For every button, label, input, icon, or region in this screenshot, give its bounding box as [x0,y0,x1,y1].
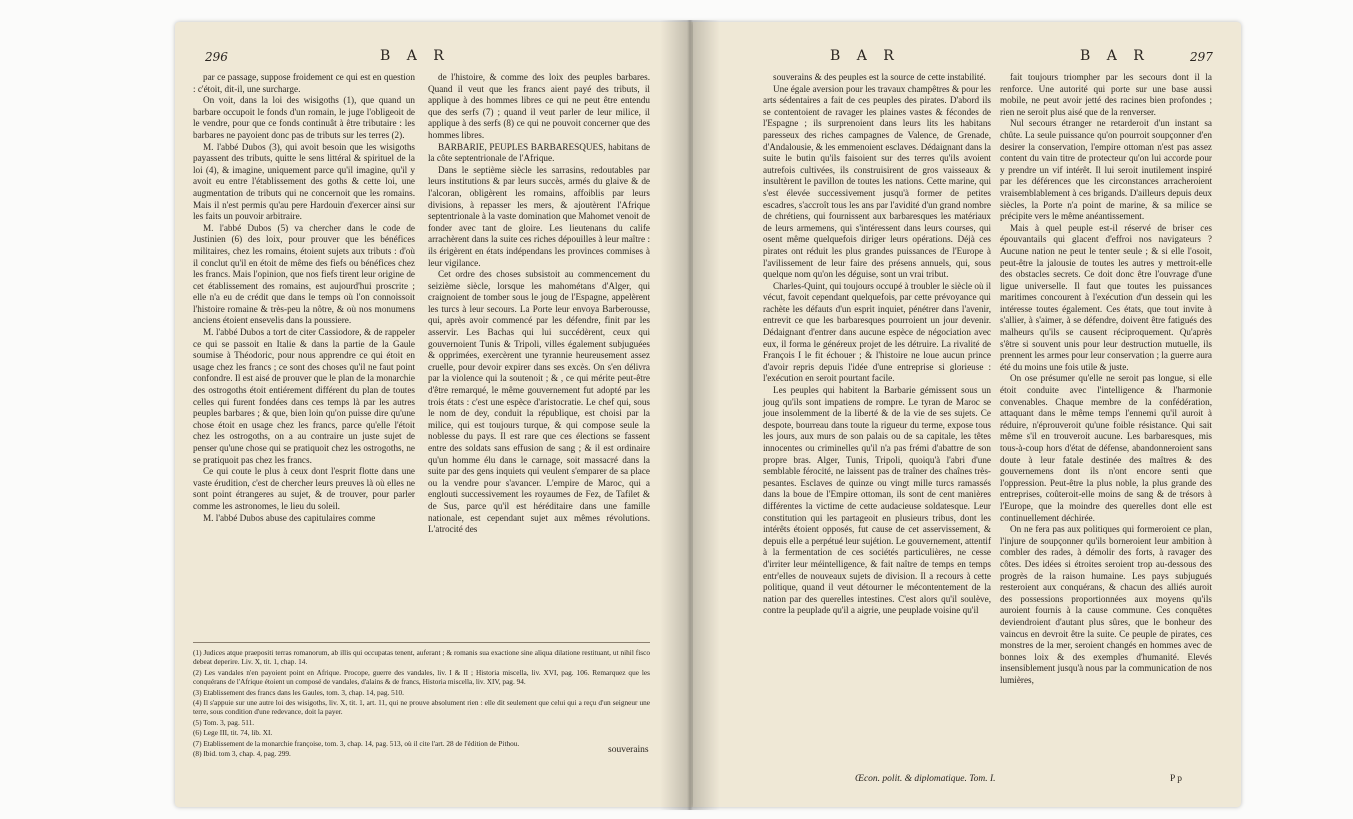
footnote: (7) Etablissement de la monarchie françoise, tom. 3, chap. 14, pag. 513, où il cite l'art. 28 de l'édition de Pithou. [193,738,520,748]
paragraph: Nul secours étranger ne retarderoit d'un instant sa chûte. La seule puissance qu'on pourroit soupçonner d'en desirer la conservation, l'empire ottoman n'est pas assez content du vain titre de protecteur qu'on lui accorde pour y prendre un vif intérêt. Il lui seroit inutilement inspiré par les déférences que les circonstances arracheroient vraisemblablement à ces brigands. D'ailleurs depuis deux siècles, la Porte n'a point de marine, & sa milice se précipite vers le même anéantissement. [1000,118,1212,222]
signature-mark: P p [1170,774,1183,784]
paragraph: M. l'abbé Dubos (3), qui avoit besoin que les wisigoths payassent des tributs, quitte le sens littéral & spirituel de la loi (4), & imagine, uniquement parce qu'il imagine, qu'il y avoit eu entre l'établissement des goths & cette loi, une augmentation de tributs qui ne concernoit que les romains. Mais il n'est permis qu'au pere Hardouin d'exercer ainsi sur les faits un pouvoir arbitraire. [193,141,415,222]
paragraph: Une égale aversion pour les travaux champêtres & pour les arts sédentaires a fait de ces peuples des pirates. D'abord ils se contentoient de ravager les plaines vastes & fécondes de l'Espagne ; ils surprenoient dans leurs lits les habitans paresseux des riches campagnes de Valence, de Grenade, d'Andalousie, & les emmenoient esclaves. Dédaignant dans la suite le butin qu'ils faisoient sur des terres qu'ils avoient autrefois cultivées, ils construisirent de gros vaisseaux & insultèrent le pavillon de toutes les nations. Cette marine, qui s'est élevée successivement jusqu'à former de petites escadres, s'accroît tous les ans par l'avidité d'un grand nombre de chrétiens, qui fournissent aux barbaresques les matériaux de leurs armemens, qui s'intéressent dans leurs courses, qui osent même quelquefois diriger leurs opérations. Déjà ces pirates ont réduit les plus grandes puissances de l'Europe à l'avilissement de leur faire des présens annuels, qui, sous quelque nom qu'on les déguise, sont un vrai tribut. [763,83,991,280]
footnote: (2) Les vandales n'en payoient point en Afrique. Procope, guerre des vandales, liv. I & II ; Historia miscella, liv. XVI, pag. 106. Remarquez que les conquérans de l'Afrique étoient un composé de vandales, d'alains & de francs, Historia miscella, liv. XIV, pag. 94. [193,667,650,687]
paragraph: M. l'abbé Dubos (5) va chercher dans le code de Justinien (6) des loix, pour prouver que les bénéfices militaires, chez les romains, étoient sujets aux tributs : d'où il conclut qu'il en étoit de même des fiefs ou bénéfices chez les francs. Mais l'opinion, que nos fiefs tirent leur origine de cet établissement des romains, est aujourd'hui proscrite ; elle n'a eu de crédit que dans le temps où l'on connoissoit l'histoire romaine & très-peu la nôtre, & où nos monumens anciens étoient ensevelis dans la poussiere. [193,222,415,326]
paragraph: On voit, dans la loi des wisigoths (1), que quand un barbare occupoit le fonds d'un romain, le juge l'obligeoit de le vendre, pour que ce fonds continuât à être tributaire : les barbares ne payoient donc pas de tributs sur les terres (2). [193,95,415,140]
paragraph: Les peuples qui habitent la Barbarie gémissent sous un joug qu'ils sont impatiens de rompre. Le tyran de Maroc se joue insolemment de la liberté & de la vie de ses sujets. Ce despote, bourreau dans toute la rigueur du terme, expose tous les jours, aux murs de son palais ou de sa capitale, les têtes innocentes ou criminelles qu'il n'a pas frémi d'abattre de son propre bras. Alger, Tunis, Tripoli, quoiqu'à l'abri d'une semblable férocité, ne laissent pas de traîner des chaînes très-pesantes. Esclaves de quinze ou vingt mille turcs ramassés dans la boue de l'Empire ottoman, ils sont de cent manières différentes la victime de cette audacieuse soldatesque. Leur constitution qui les partageoit en plusieurs tribus, dont les intérêts étoient opposés, fut cause de cet asservissement, & depuis elle a perpétué leur sujétion. Le gouvernement, attentif à la fermentation de ces sociétés particulières, ne cesse d'irriter leur méintelligence, & fait naître de temps en temps entr'elles de nouveaux sujets de division. Il a recours à cette politique, quand il veut détourner le mécontentement de la nation par des querelles intestines. C'est alors qu'il soulève, contre la peuplade qu'il a aigrie, une peuplade voisine qu'il [763,385,991,616]
footnote-rule [193,642,650,643]
paragraph: BARBARIE, PEUPLES BARBARESQUES, habitans de la côte septentrionale de l'Afrique. [428,141,650,164]
paragraph: M. l'abbé Dubos abuse des capitulaires comme [203,512,376,523]
right-column-1 [763,72,991,617]
paragraph: Charles-Quint, qui toujours occupé à troubler le siècle où il vécut, favoit cependant quelquefois, par cette prévoyance qui rachète les défauts d'un esprit inquiet, pénétrer dans l'avenir, entrevit ce que les barbaresques pourroient un jour devenir. Dédaignant d'entrer dans aucune espèce de négociation avec eux, il forma le généreux projet de les détruire. La rivalité de François I le fit échouer ; & l'histoire ne loue aucun prince d'avoir repris depuis l'idée d'une entreprise si glorieuse : l'exécution en seroit pourtant facile. [763,280,991,384]
footnote: (1) Judices atque praepositi terras romanorum, ab illis qui occupatas tenent, auferant ; & romanis sua exactione sine aliqua dilatione restituant, ut nihil fisco debeat deperire. Liv. X, tit. 1, chap. 14. [193,648,650,667]
paragraph: souverains & des peuples est la source de cette instabilité. [773,72,986,82]
paragraph: Mais à quel peuple est-il réservé de briser ces épouvantails qui glacent d'effroi nos navigateurs ? Aucune nation ne peut le tenter seule ; & si elle l'osoit, peut-être la jalousie de toutes les autres y mettroit-elle des obstacles secrets. Ce doit donc être l'ouvrage d'une ligue universelle. Il faut que toutes les puissances maritimes concourent à l'exécution d'un dessein qui les intéresse toutes également. Ces états, que tout invite à s'allier, à s'aimer, à se défendre, doivent être fatigués des malheurs qu'ils se causent réciproquement. Qu'après s'être si souvent unis pour leur destruction mutuelle, ils prennent les armes pour leur conservation ; la guerre aura été du moins une fois utile & juste. [1000,222,1212,372]
catchword: souverains [608,745,649,755]
right-running-head-left: B A R [830,48,900,64]
right-running-head-right: B A R [1080,48,1150,64]
paragraph: Dans le septième siècle les sarrasins, redoutables par leurs institutions & par leurs succès, armés du glaive & de l'alcoran, obligèrent les romains, affoiblis par leurs divisions, à repasser les mers, & ajoutèrent l'Afrique septentrionale à la vaste domination que Mahomet venoit de fonder avec tant de gloire. Les lieutenans du calife arrachèrent dans la suite ces riches dépouilles à leur maître : ils érigèrent en états indépendans les provinces commises à leur vigilance. [428,164,650,268]
paragraph: Cet ordre des choses subsistoit au commencement du seizième siècle, lorsque les mahométans d'Alger, qui craignoient de tomber sous le joug de l'Espagne, appelèrent les turcs à leur secours. La Porte leur envoya Barberousse, qui, après avoir commencé par les défendre, finit par les asservir. Les Bachas qui lui succédèrent, ceux qui gouvernoient Tunis & Tripoli, villes également subjuguées & opprimées, exercèrent une tyrannie heureusement assez cruelle, pour devoir expirer dans ses excès. On s'en délivra par la violence qui la soutenoit ; & , ce qui mérite peut-être d'être remarqué, le même gouvernement fut adopté par les trois états : c'est une espèce d'aristocratie. Le chef qui, sous le nom de dey, conduit la république, est choisi par la milice, qui est toujours turque, & qui compose seule la noblesse du pays. Il est rare que ces élections se fassent entre des soldats sans effusion de sang ; & il est ordinaire qu'un homme élu dans le carnage, soit massacré dans la suite par des gens inquiets qui veulent s'emparer de sa place ou la vendre pour s'avancer. L'empire de Maroc, qui a englouti successivement les royaumes de Fez, de Tafilet & de Sus, parce qu'il est héréditaire dans une famille nationale, est cependant sujet aux mêmes révolutions. L'atrocité des [428,269,650,535]
paragraph: par ce passage, suppose froidement ce qui est en question : c'étoit, dit-il, une surcharge. [193,72,415,94]
left-running-head: B A R [380,48,450,64]
footnotes [193,648,650,759]
book-gutter [660,20,720,810]
paragraph: fait toujours triompher par les secours dont il la renforce. Une autorité qui porte sur une base aussi mobile, ne peut avoir jetté des racines bien profondes ; rien ne seroit plus aisé que de la renverser. [1000,72,1212,117]
paragraph: de l'histoire, & comme des loix des peuples barbares. Quand il veut que les francs aient payé des tributs, il applique à des hommes libres ce qui ne peut être entendu que des serfs (7) ; quand il veut parler de leur milice, il applique à des serfs (8) ce qui ne pouvoit concerner que des hommes libres. [428,72,650,140]
footnote: (4) Il s'appuie sur une autre loi des wisigoths, liv. X, tit. 1, art. 11, qui ne prouve absolument rien : elle dit seulement que celui qui a reçu d'un seigneur une terre, sous condition d'une redevance, doit la payer. [193,698,650,717]
footnote: (8) Ibid. tom 3, chap. 4, pag. 299. [193,749,291,759]
footnote: (5) Tom. 3, pag. 511. [193,717,255,727]
bottom-signature: Œcon. polit. & diplomatique. Tom. I. [855,774,996,784]
footnote: (6) Lege III, tit. 74, lib. XI. [193,728,273,738]
left-column-2 [428,72,650,536]
paragraph: Ce qui coute le plus à ceux dont l'esprit flotte dans une vaste érudition, c'est de chercher leurs preuves là où elles ne sont point étrangeres au sujet, & de trouver, pour parler comme les astronomes, le lieu du soleil. [193,466,415,511]
left-page-number: 296 [205,50,228,64]
paragraph: On ose présumer qu'elle ne seroit pas longue, si elle étoit conduite avec l'intelligence & l'harmonie convenables. Chaque membre de la confédération, attaquant dans le même temps l'ennemi qu'il auroit à réduire, n'éprouveroit qu'une foible résistance. Qui sait même s'il en trouveroit aucune. Les barbaresques, mis tous-à-coup hors d'état de défense, abandonneroient sans doute à leur fatale destinée des maîtres & des gouvernemens dont ils n'ont encore senti que l'oppression. Peut-être la plus noble, la plus grande des entreprises, coûteroit-elle moins de sang & de trésors à l'Europe, que la moindre des querelles dont elle est continuellement déchirée. [1000,373,1212,523]
paragraph: On ne fera pas aux politiques qui formeroient ce plan, l'injure de soupçonner qu'ils borneroient leur ambition à combler des rades, à démolir des forts, à ravager des côtes. Des idées si étroites seroient trop au-dessous des progrès de la raison humaine. Les pays subjugués resteroient aux conquérans, & chacun des alliés auroit des possessions proportionnées aux moyens qu'ils auroient fournis à la cause commune. Ces conquêtes deviendroient d'autant plus sûres, que le bonheur des vaincus en devroit être la suite. Ce peuple de pirates, ces monstres de la mer, seroient changés en hommes avec de bonnes loix & des exemples d'humanité. Elevés insensiblement jusqu'à nous par la communication de nos lumières, [1000,524,1212,685]
right-column-2 [1000,72,1212,686]
paragraph: M. l'abbé Dubos a tort de citer Cassiodore, & de rappeler ce qui se passoit en Italie & dans la partie de la Gaule soumise à Théodoric, pour nous apprendre ce qui étoit en usage chez les francs ; ce sont des choses qu'il ne faut point confondre. Il est aisé de prouver que le plan de la monarchie des ostrogoths étoit entiérement différent du plan de toutes celles qui furent fondées dans ces temps là par les autres peuples barbares ; & que, bien loin qu'on puisse dire qu'une chose étoit en usage chez les francs, parce qu'elle l'étoit chez les ostrogoths, on a au contraire un juste sujet de penser qu'une chose qui se pratiquoit chez les ostrogoths, ne se pratiquoit pas chez les francs. [193,327,415,465]
right-page-number: 297 [1190,50,1213,64]
footnote: (3) Etablissement des francs dans les Gaules, tom. 3, chap. 14, pag. 510. [193,687,404,697]
left-column-1 [193,72,415,524]
